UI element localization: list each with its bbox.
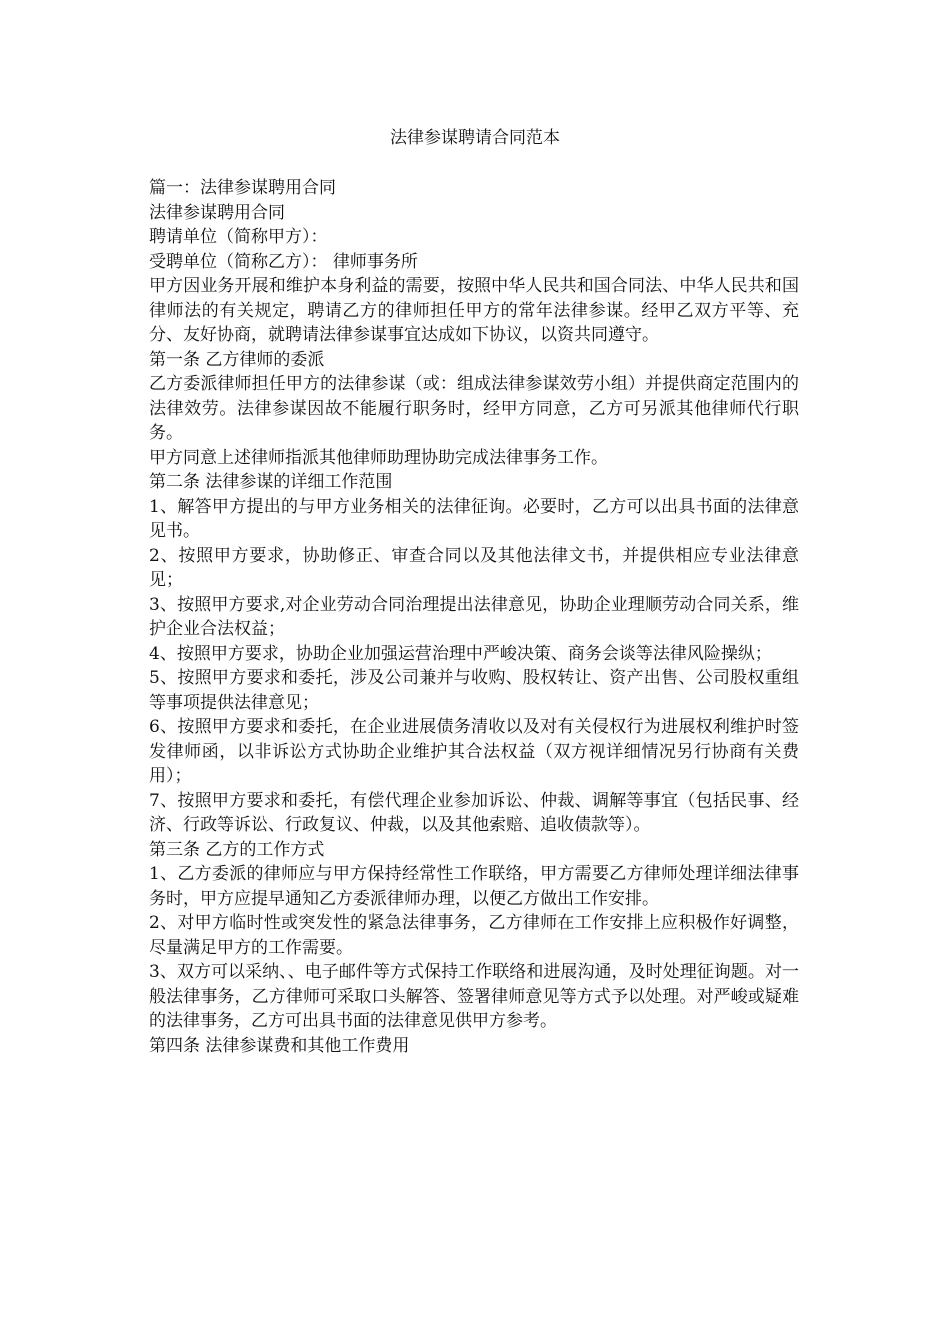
paragraph-article-2-item-4: 4、按照甲方要求，协助企业加强运营治理中严峻决策、商务会谈等法律风险操纵； bbox=[149, 643, 772, 664]
paragraph-article-1-heading: 第一条 乙方律师的委派 bbox=[149, 349, 325, 370]
paragraph-party-a: 聘请单位（简称甲方）： bbox=[149, 227, 328, 247]
paragraph-party-b: 受聘单位（简称乙方）： 律师事务所 bbox=[149, 251, 418, 272]
paragraph-article-2-item-1: 1、解答甲方提出的与甲方业务相关的法律征询。必要时，乙方可以出具书面的法律意见书。 bbox=[149, 496, 799, 541]
paragraph-article-2-item-3: 3、按照甲方要求,对企业劳动合同治理提出法律意见，协助企业理顺劳动合同关系，维护企业合法权益； bbox=[149, 594, 799, 639]
paragraph-article-3-item-1: 1、乙方委派的律师应与甲方保持经常性工作联络，甲方需要乙方律师处理详细法律事务时，甲方应提早通知乙方委派律师办理，以便乙方做出工作安排。 bbox=[149, 864, 799, 909]
paragraph-section-heading: 篇一：法律参谋聘用合同 bbox=[149, 178, 336, 198]
paragraph-article-3-item-2: 2、对甲方临时性或突发性的紧急法律事务，乙方律师在工作安排上应积极作好调整，尽量满足甲方的工作需要。 bbox=[149, 913, 799, 958]
paragraph-article-4-heading: 第四条 法律参谋费和其他工作费用 bbox=[149, 1035, 410, 1056]
paragraph-article-2-item-7: 7、按照甲方要求和委托，有偿代理企业参加诉讼、仲裁、调解等事宜（包括民事、经济、行政等诉讼、行政复议、仲裁，以及其他索赔、追收债款等）。 bbox=[149, 790, 799, 835]
document-title: 法律参谋聘请合同范本 bbox=[390, 128, 560, 148]
paragraph-contract-name: 法律参谋聘用合同 bbox=[149, 202, 285, 223]
paragraph-preamble: 甲方因业务开展和维护本身利益的需要，按照中华人民共和国合同法、中华人民共和国律师法的有关规定，聘请乙方的律师担任甲方的常年法律参谋。经甲乙双方平等、充分、友好协商，就聘请法律参谋事宜达成如下协议，以资共同遵守。 bbox=[149, 276, 799, 345]
paragraph-article-1-body: 乙方委派律师担任甲方的法律参谋（或：组成法律参谋效劳小组）并提供商定范围内的法律效劳。法律参谋因故不能履行职务时，经甲方同意，乙方可另派其他律师代行职务。 bbox=[149, 374, 799, 443]
paragraph-article-3-heading: 第三条 乙方的工作方式 bbox=[149, 839, 325, 860]
paragraph-article-2-item-2: 2、按照甲方要求，协助修正、审查合同以及其他法律文书，并提供相应专业法律意见； bbox=[149, 545, 799, 590]
document-body bbox=[149, 176, 799, 1058]
paragraph-article-2-item-5: 5、按照甲方要求和委托，涉及公司兼并与收购、股权转让、资产出售、公司股权重组等事项提供法律意见； bbox=[149, 668, 799, 713]
paragraph-article-2-item-6: 6、按照甲方要求和委托，在企业进展债务清收以及对有关侵权行为进展权利维护时签发律师函，以非诉讼方式协助企业维护其合法权益（双方视详细情况另行协商有关费用）； bbox=[149, 717, 799, 786]
paragraph-article-3-item-3: 3、双方可以采纳、、电子邮件等方式保持工作联络和进展沟通，及时处理征询题。对一般法律事务，乙方律师可采取口头解答、签署律师意见等方式予以处理。对严峻或疑难的法律事务，乙方可出具书面的法律意见供甲方参考。 bbox=[149, 962, 799, 1031]
paragraph-article-2-heading: 第二条 法律参谋的详细工作范围 bbox=[149, 472, 393, 492]
paragraph-article-1-assistant: 甲方同意上述律师指派其他律师助理协助完成法律事务工作。 bbox=[149, 447, 608, 468]
